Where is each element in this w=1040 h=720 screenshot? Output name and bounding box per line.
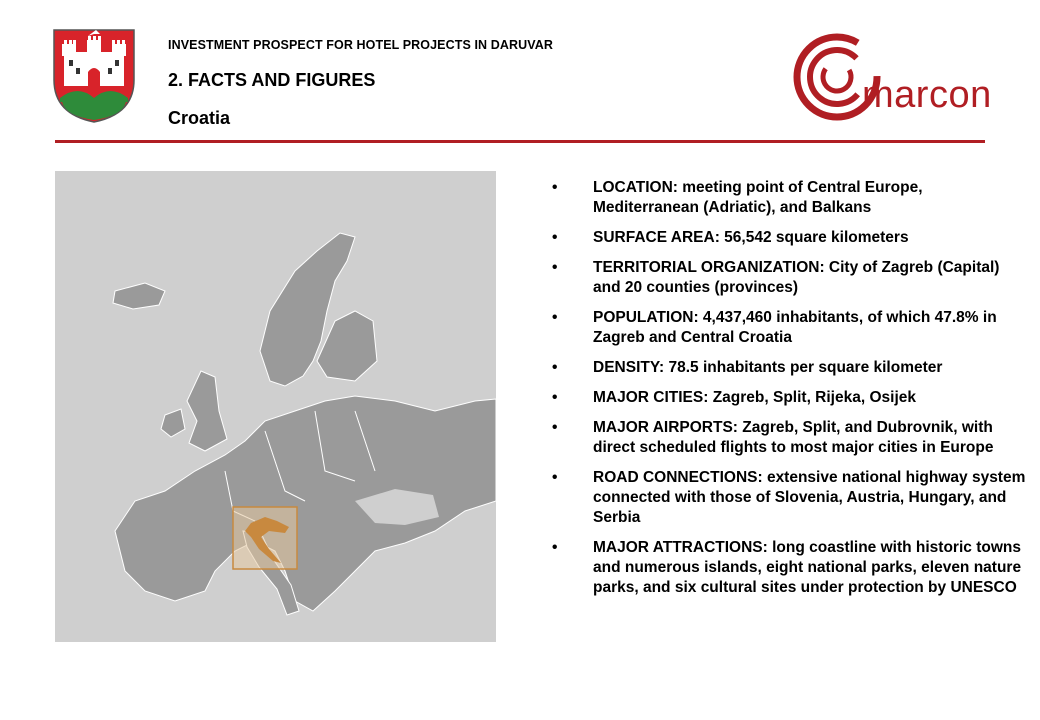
presentation-kicker: INVESTMENT PROSPECT FOR HOTEL PROJECTS IN DARUVAR <box>168 38 554 52</box>
fact-road-connections <box>540 468 1030 528</box>
fact-text: MAJOR AIRPORTS: Zagreb, Split, and Dubrovnik, with direct scheduled flights to most major cities in Europe <box>593 419 994 456</box>
fact-text: SURFACE AREA: 56,542 square kilometers <box>593 229 909 246</box>
fact-surface-area <box>540 228 1030 248</box>
bullet-icon: • <box>552 179 558 196</box>
fact-population <box>540 308 1030 348</box>
fact-text: MAJOR ATTRACTIONS: long coastline with historic towns and numerous islands, eight national parks, eleven nature parks, and six cultural sites under protection by UNESCO <box>593 539 1022 596</box>
fact-text: LOCATION: meeting point of Central Europe, Mediterranean (Adriatic), and Balkans <box>593 179 923 216</box>
fact-territorial-organization <box>540 258 1030 298</box>
fact-text: ROAD CONNECTIONS: extensive national highway system connected with those of Slovenia, Austria, Hungary, and Serbia <box>593 469 1026 526</box>
daruvar-coat-of-arms-icon <box>52 28 136 124</box>
fact-major-cities <box>540 388 1030 408</box>
bullet-icon: • <box>552 419 558 436</box>
facts-list <box>540 178 1030 608</box>
fact-location <box>540 178 1030 218</box>
marcon-logo-text: marcon <box>862 74 992 116</box>
country-title: Croatia <box>168 108 231 128</box>
header-divider <box>55 140 985 143</box>
fact-major-airports <box>540 418 1030 458</box>
fact-density <box>540 358 1030 378</box>
section-title: 2. FACTS AND FIGURES <box>168 70 376 90</box>
europe-map <box>55 171 496 642</box>
fact-major-attractions <box>540 538 1030 598</box>
bullet-icon: • <box>552 539 558 556</box>
fact-text: POPULATION: 4,437,460 inhabitants, of which 47.8% in Zagreb and Central Croatia <box>593 309 997 346</box>
bullet-icon: • <box>552 469 558 486</box>
bullet-icon: • <box>552 389 558 406</box>
bullet-icon: • <box>552 259 558 276</box>
fact-text: TERRITORIAL ORGANIZATION: City of Zagreb (Capital) and 20 counties (provinces) <box>593 259 1000 296</box>
fact-text: DENSITY: 78.5 inhabitants per square kilometer <box>593 359 943 376</box>
fact-text: MAJOR CITIES: Zagreb, Split, Rijeka, Osijek <box>593 389 916 406</box>
bullet-icon: • <box>552 359 558 376</box>
bullet-icon: • <box>552 229 558 246</box>
bullet-icon: • <box>552 309 558 326</box>
